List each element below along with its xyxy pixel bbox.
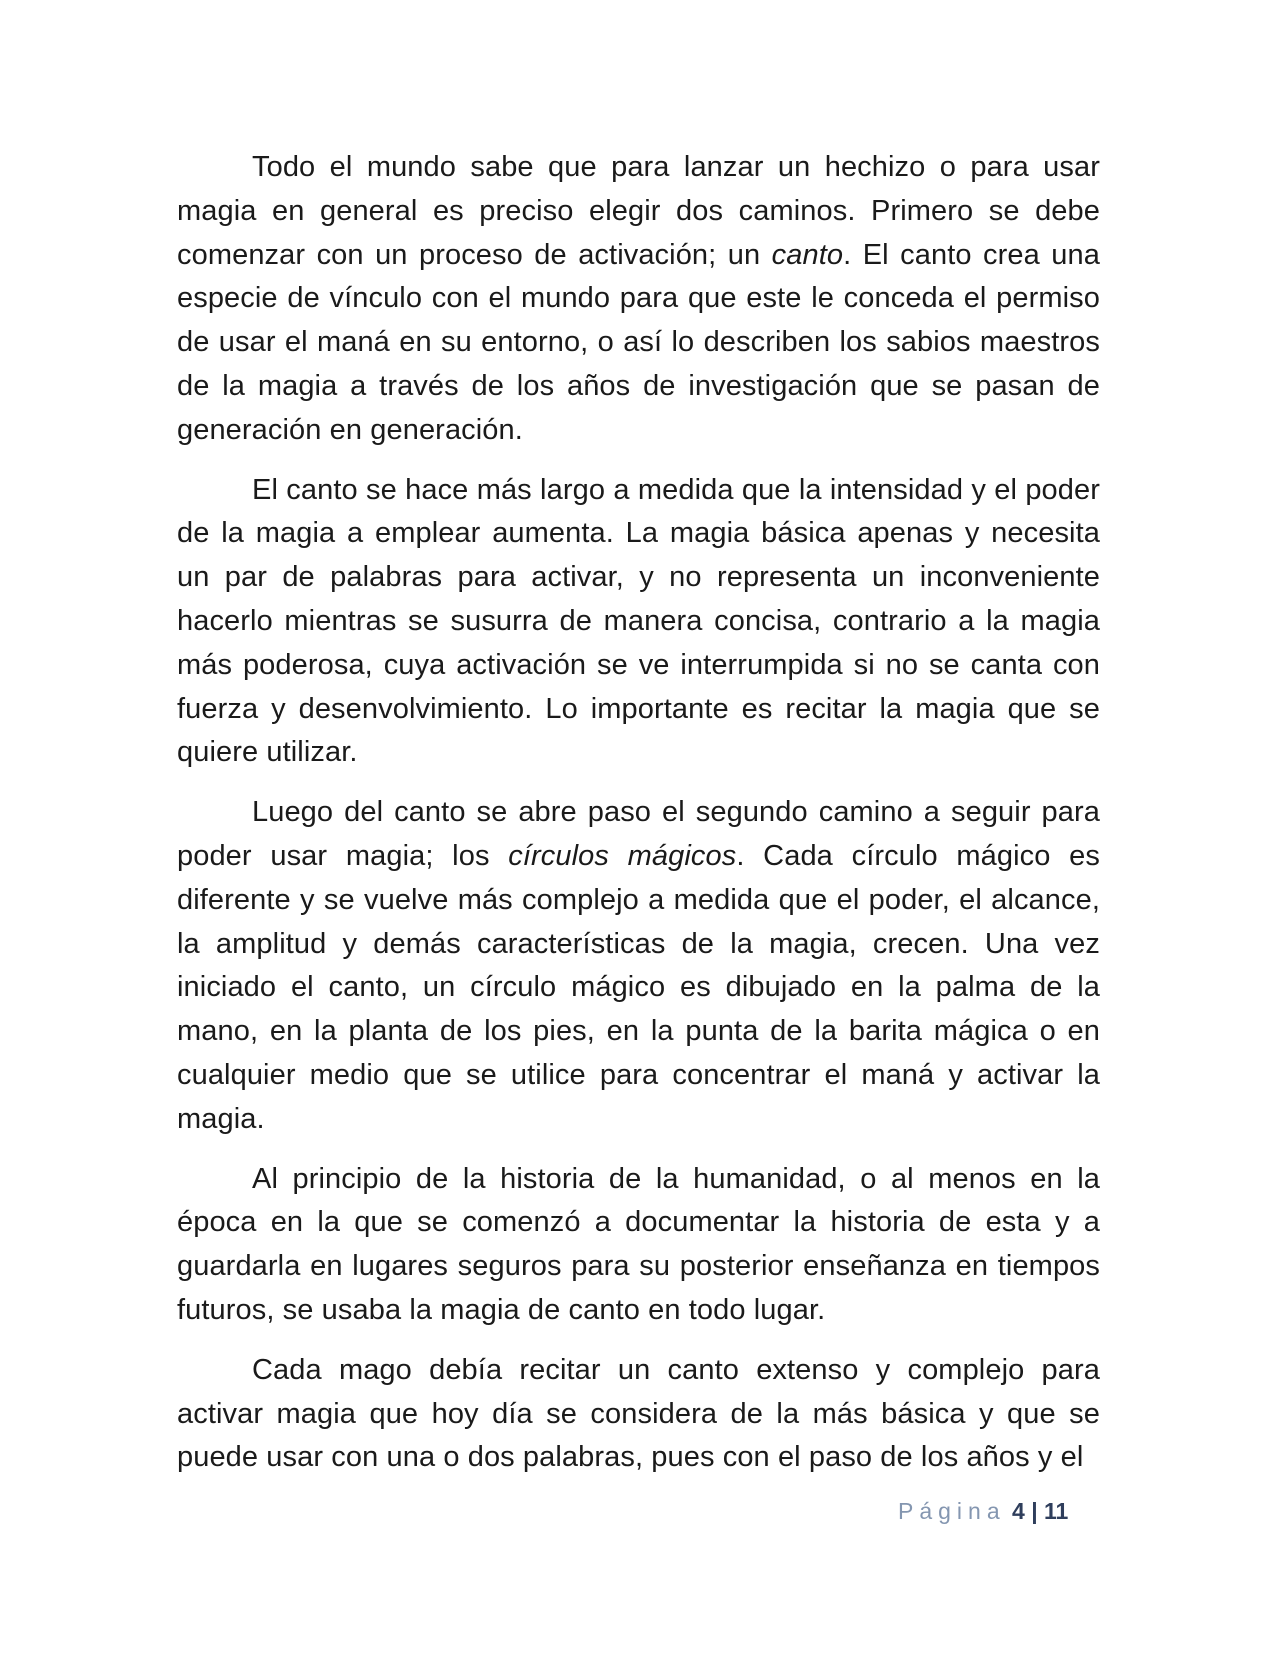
paragraph-3-italic-circulos: círculos mágicos [508,839,737,872]
footer-page-label: Página [898,1498,1006,1524]
page-footer [898,1498,1068,1525]
paragraph-1-text-a: Todo el mundo sabe que para lanzar un hechizo o para usar magia en general es preciso elegir dos caminos. Primero se debe comenzar con un proceso de activación; un [177,151,1100,271]
paragraph-1-italic-canto: canto [771,238,844,271]
footer-separator: | [1031,1498,1038,1524]
paragraph-1 [177,146,1100,453]
paragraph-4: Al principio de la historia de la humanidad, o al menos en la época en la que se comenzó a documentar la historia de esta y a guardarla en lugares seguros para su posterior enseñanza en tiempos futuros, se usaba la magia de canto en todo lugar. [177,1162,1100,1326]
footer-current-page: 4 [1012,1498,1025,1524]
paragraph-2: El canto se hace más largo a medida que la intensidad y el poder de la magia a emplear aumenta. La magia básica apenas y necesita un par de palabras para activar, y no representa un inconveniente hacerlo mientras se susurra de manera concisa, contrario a la magia más poderosa, cuya activación se ve interrumpida si no se canta con fuerza y desenvolvimiento. Lo importante es recitar la magia que se quiere utilizar. [177,473,1100,769]
paragraph-5: Cada mago debía recitar un canto extenso y complejo para activar magia que hoy día se considera de la más básica y que se puede usar con una o dos palabras, pues con el paso de los años y el [177,1353,1100,1474]
paragraph-1-text-b: . El canto crea una especie de vínculo con el mundo para que este le conceda el permiso de usar el maná en su entorno, o así lo describen los sabios maestros de la magia a través de los años de investigación que se pasan de generación en generación. [177,238,1100,446]
footer-total-pages: 11 [1044,1498,1069,1524]
paragraph-3 [177,791,1100,1141]
paragraph-3-text-b: . Cada círculo mágico es diferente y se vuelve más complejo a medida que el poder, el alcance, la amplitud y demás características de la magia, crecen. Una vez iniciado el canto, un círculo mágico es dibujado en la palma de la mano, en la planta de los pies, en la punta de la barita mágica o en cualquier medio que se utilice para concentrar el maná y activar la magia. [177,839,1100,1135]
document-body [177,146,1100,1496]
paragraph-3-text-a: Luego del canto se abre paso el segundo camino a seguir para poder usar magia; los [177,796,1100,872]
